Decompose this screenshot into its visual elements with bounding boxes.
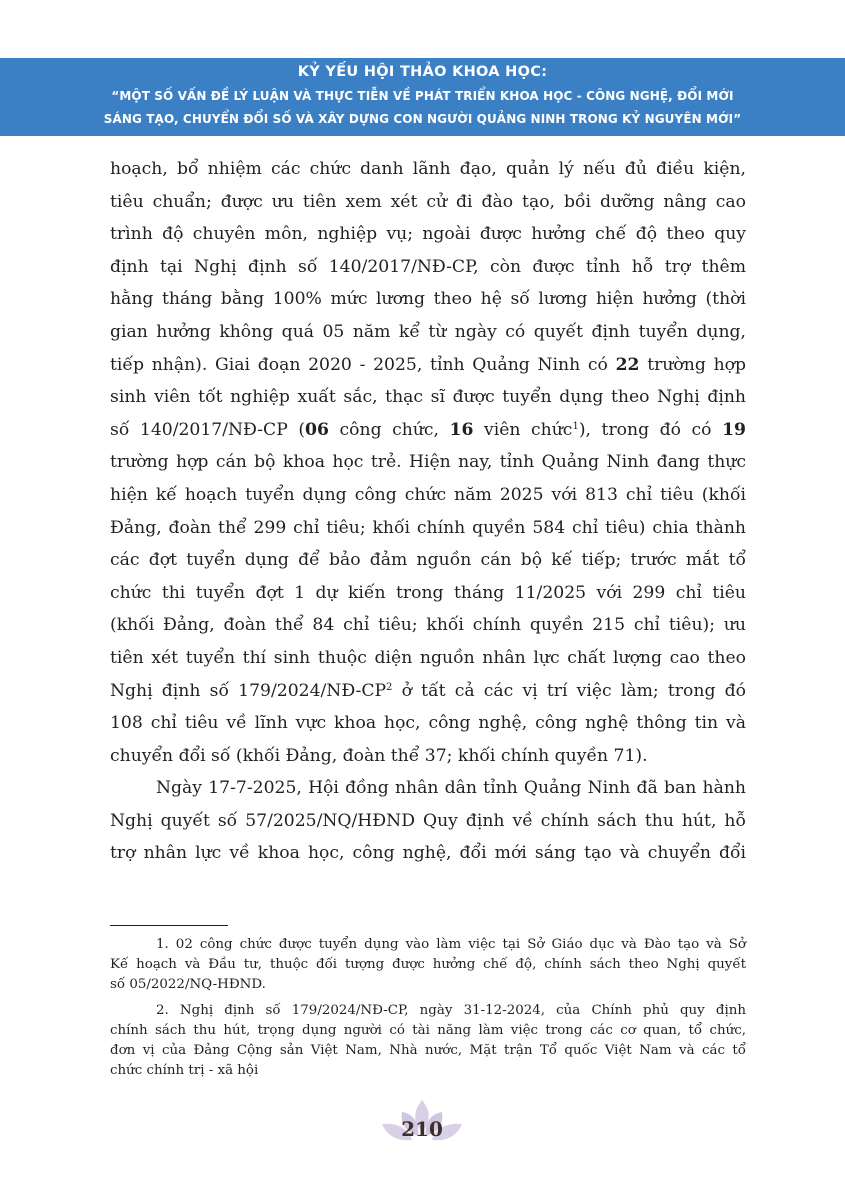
page-number-block [372, 1098, 472, 1148]
bold-number: 16 [449, 419, 474, 440]
header-subtitle-line-1: “MỘT SỐ VẤN ĐỀ LÝ LUẬN VÀ THỰC TIỄN VỀ PHÁT TRIỂN KHOA HỌC - CÔNG NGHỆ, ĐỔI MỚI [111, 89, 734, 103]
body-text-run: công chức, [328, 419, 450, 440]
body-line: các đợt tuyển dụng để bảo đảm nguồn cán bộ kế tiếp; trước mắt tổ [110, 550, 746, 571]
body-line: tiên xét tuyển thí sinh thuộc diện nguồn nhân lực chất lượng cao theo [110, 647, 746, 668]
footnote-2-line: chính sách thu hút, trọng dụng người có tài năng làm việc trong các cơ quan, tổ chức, [110, 1023, 746, 1038]
footnote-1-line: số 05/2022/NQ-HĐND. [110, 977, 266, 992]
body-line: 108 chỉ tiêu về lĩnh vực khoa học, công nghệ, công nghệ thông tin và [110, 713, 746, 734]
footnote-1-line: 1. 02 công chức được tuyển dụng vào làm việc tại Sở Giáo dục và Đào tạo và Sở [156, 937, 746, 952]
body-text-run: ), trong đó có [578, 419, 723, 440]
bold-number: 06 [305, 419, 329, 440]
body-text [110, 153, 746, 870]
body-line: sinh viên tốt nghiệp xuất sắc, thạc sĩ được tuyển dụng theo Nghị định [110, 387, 746, 408]
body-line: Đảng, đoàn thể 299 chỉ tiêu; khối chính quyền 584 chỉ tiêu) chia thành [110, 517, 746, 538]
footnote-2-line: 2. Nghị định số 179/2024/NĐ-CP, ngày 31-12-2024, của Chính phủ quy định [156, 1003, 746, 1018]
header-subtitle-line-2: SÁNG TẠO, CHUYỂN ĐỔI SỐ VÀ XÂY DỰNG CON NGƯỜI QUẢNG NINH TRONG KỶ NGUYÊN MỚI” [103, 112, 742, 126]
body-line: trợ nhân lực về khoa học, công nghệ, đổi mới sáng tạo và chuyển đổi [110, 843, 746, 864]
footnote-divider [110, 925, 228, 926]
page-number: 210 [401, 1117, 443, 1141]
running-header [0, 58, 845, 136]
body-line: chức thi tuyển đợt 1 dự kiến trong tháng 11/2025 với 299 chỉ tiêu [110, 582, 746, 603]
footnote-ref-2[interactable]: 2 [386, 681, 393, 693]
body-text-run: ở tất cả các vị trí việc làm; trong đó [392, 680, 746, 701]
body-text-run: trường hợp [639, 354, 746, 375]
body-text-run: viên chức [473, 419, 573, 440]
body-line: hằng tháng bằng 100% mức lương theo hệ số lương hiện hưởng (thời [110, 289, 746, 310]
footnote-1-line: Kế hoạch và Đầu tư, thuộc đối tượng được hưởng chế độ, chính sách theo Nghị quyết [110, 957, 746, 972]
body-line: trình độ chuyên môn, nghiệp vụ; ngoài được hưởng chế độ theo quy [110, 224, 746, 245]
body-text-run: số 140/2017/NĐ-CP ( [110, 419, 306, 440]
bold-number: 19 [722, 419, 746, 440]
footnotes [110, 935, 746, 1081]
body-line: gian hưởng không quá 05 năm kể từ ngày có quyết định tuyển dụng, [110, 321, 746, 342]
body-line: Ngày 17-7-2025, Hội đồng nhân dân tỉnh Quảng Ninh đã ban hành [156, 778, 746, 799]
body-line: (khối Đảng, đoàn thể 84 chỉ tiêu; khối chính quyền 215 chỉ tiêu); ưu [110, 615, 746, 636]
body-line: hiện kế hoạch tuyển dụng công chức năm 2025 với 813 chỉ tiêu (khối [110, 484, 746, 505]
body-line: trường hợp cán bộ khoa học trẻ. Hiện nay, tỉnh Quảng Ninh đang thực [110, 452, 746, 473]
body-line: tiêu chuẩn; được ưu tiên xem xét cử đi đào tạo, bồi dưỡng nâng cao [110, 191, 746, 212]
body-line: định tại Nghị định số 140/2017/NĐ-CP, còn được tỉnh hỗ trợ thêm [110, 256, 746, 277]
body-line: Nghị quyết số 57/2025/NQ/HĐND Quy định về chính sách thu hút, hỗ [110, 810, 746, 831]
body-line: chuyển đổi số (khối Đảng, đoàn thể 37; khối chính quyền 71). [110, 745, 648, 766]
body-line: hoạch, bổ nhiệm các chức danh lãnh đạo, quản lý nếu đủ điều kiện, [110, 159, 746, 179]
body-line [110, 349, 746, 382]
body-line [110, 675, 746, 708]
body-line [110, 414, 746, 447]
bold-number: 22 [615, 354, 640, 375]
header-title: KỶ YẾU HỘI THẢO KHOA HỌC: [297, 64, 548, 80]
body-text-run: Nghị định số 179/2024/NĐ-CP [110, 680, 387, 701]
footnote-2-line: chức chính trị - xã hội [110, 1063, 259, 1078]
footnote-ref-1[interactable]: 1 [572, 420, 579, 432]
footnote-2-line: đơn vị của Đảng Cộng sản Việt Nam, Nhà nước, Mặt trận Tổ quốc Việt Nam và các tổ [110, 1043, 746, 1058]
body-text-run: tiếp nhận). Giai đoạn 2020 - 2025, tỉnh Quảng Ninh có [110, 354, 616, 375]
